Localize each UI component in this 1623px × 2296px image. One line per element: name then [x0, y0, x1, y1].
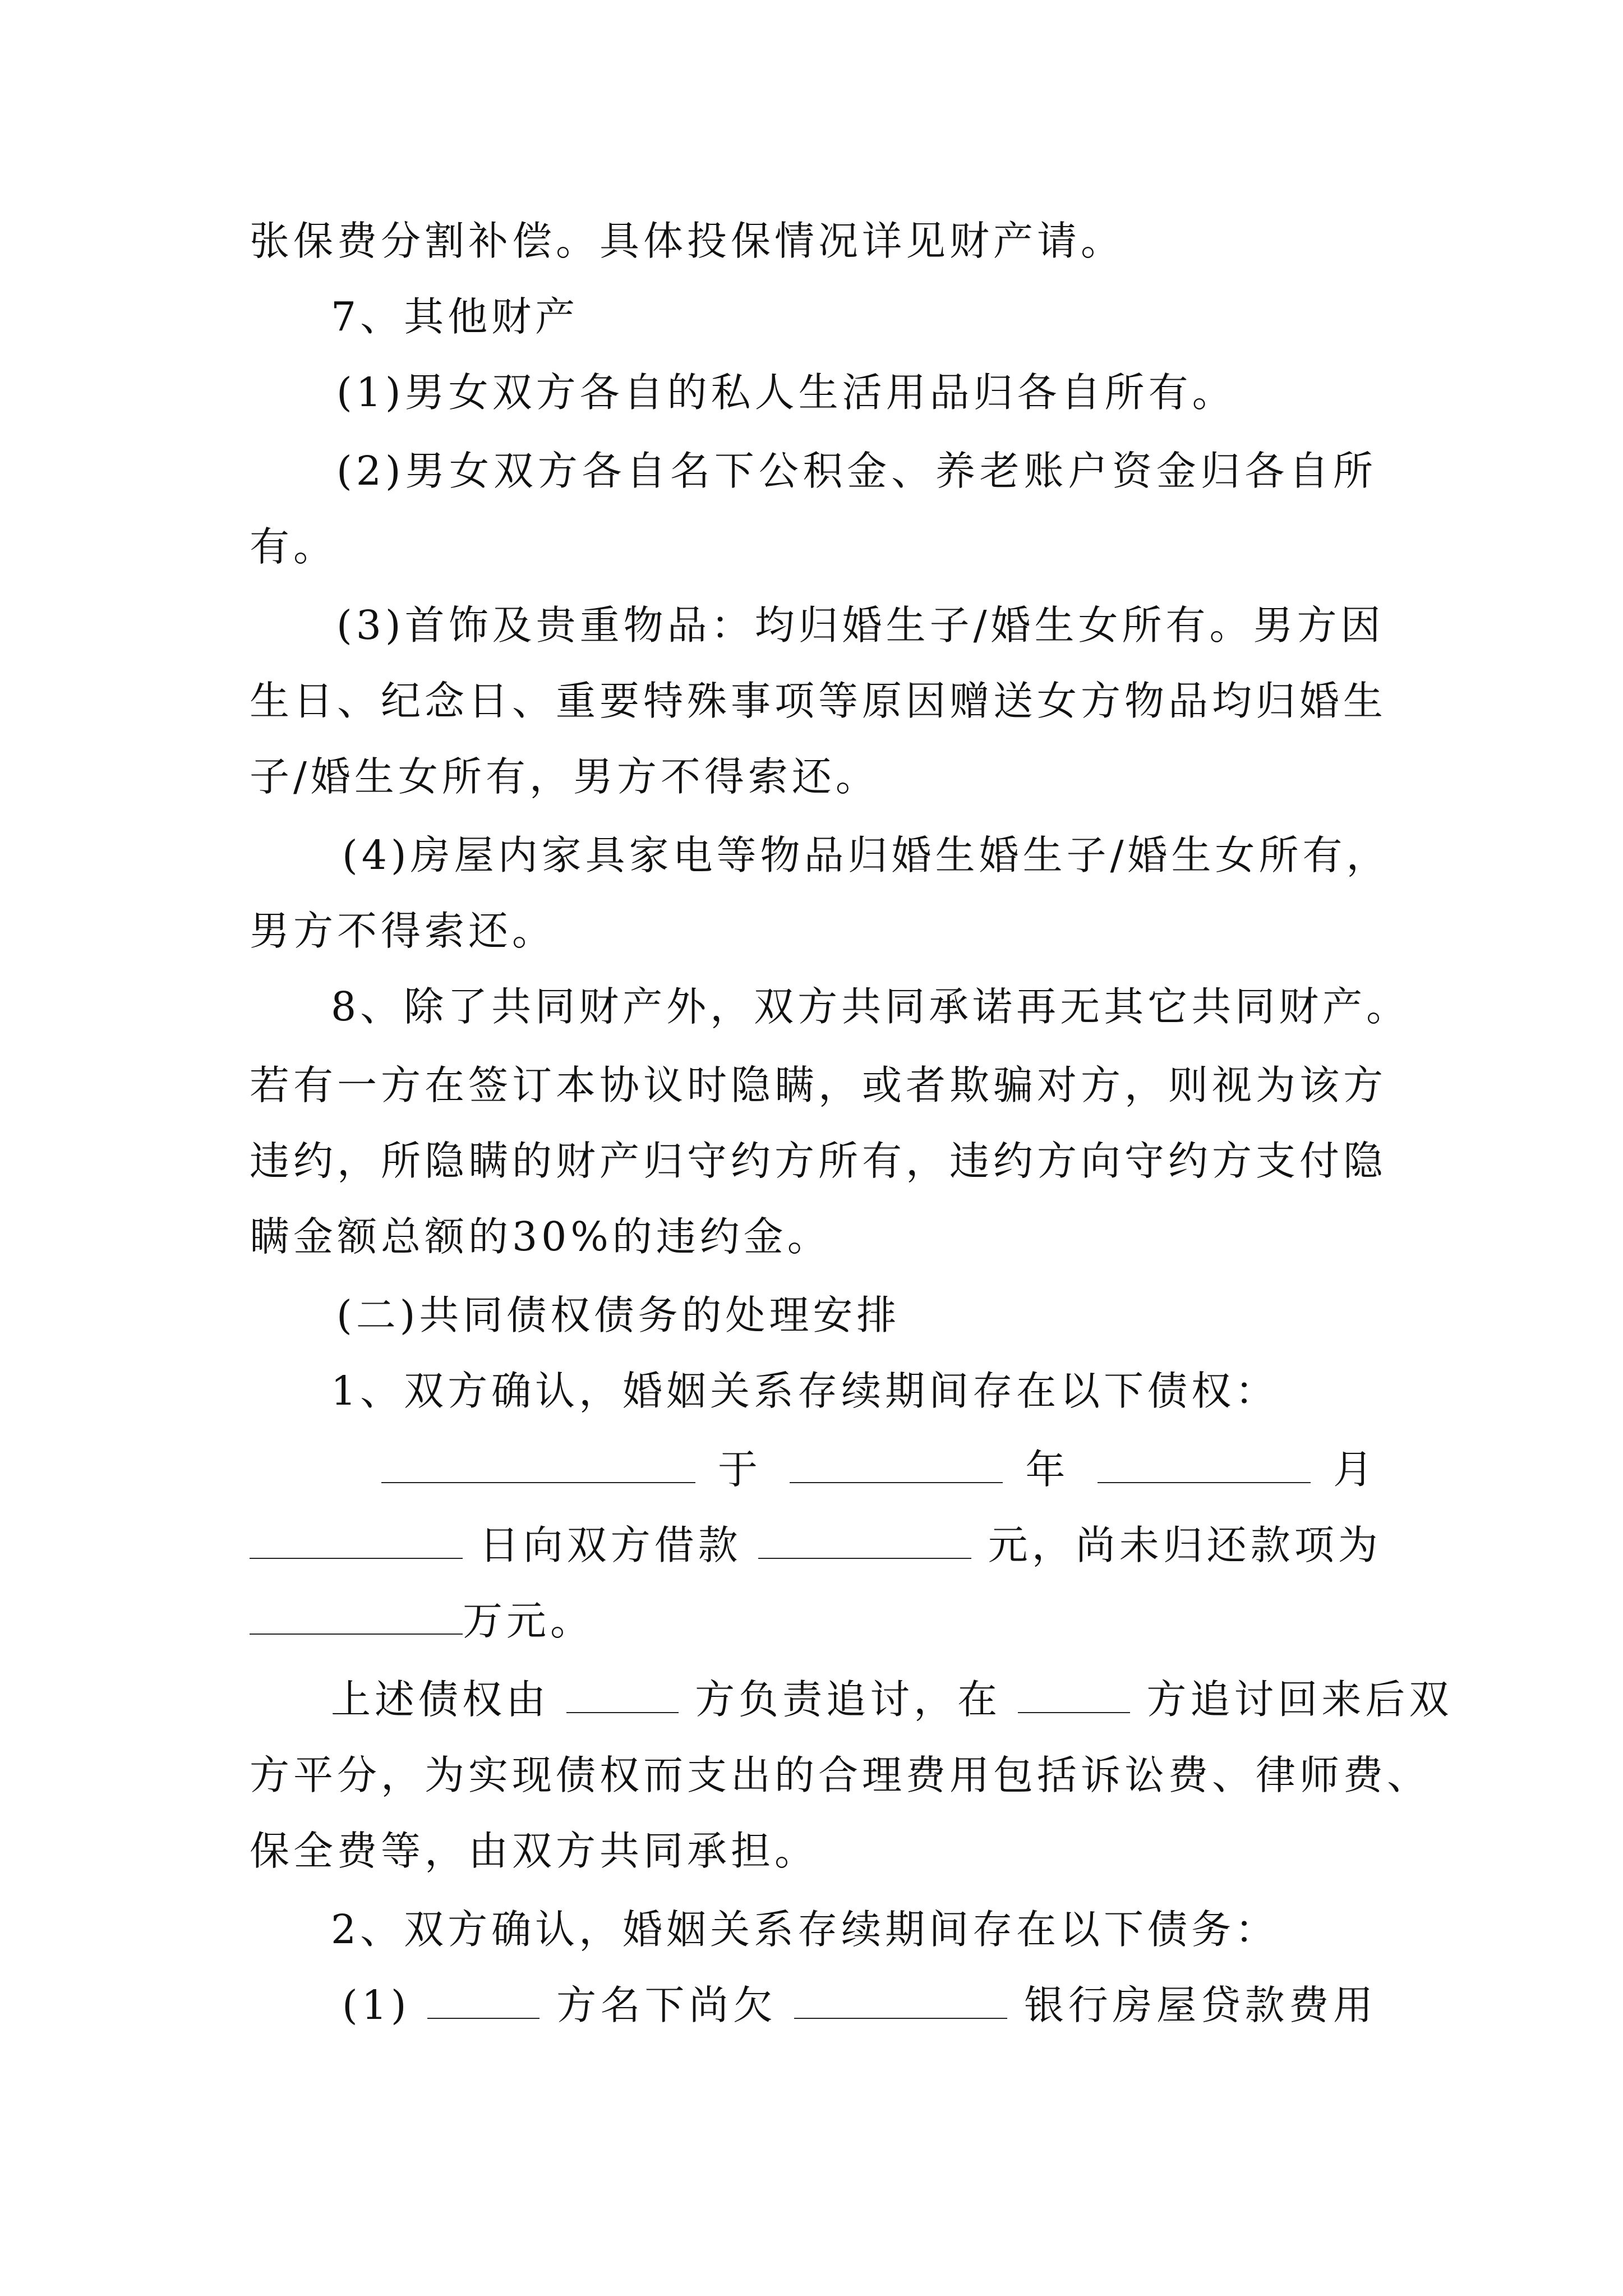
text-line-16: 1、双方确认，婚姻关系存续期间存在以下债权： [331, 1368, 1279, 1414]
label-yu: 于 [718, 1446, 768, 1493]
collection-line [331, 1672, 1453, 1728]
label-responsible: 方负责追讨，在 [695, 1676, 1002, 1723]
text-line-11: 8、除了共同财产外，双方共同承诺再无其它共同财产。 [331, 983, 1410, 1030]
unpaid-amount-line [250, 1593, 1377, 1649]
text-line-14: 瞒金额总额的30%的违约金。 [250, 1213, 831, 1260]
text-line-7: 生日、纪念日、重要特殊事项等原因赠送女方物品均归婚生 [250, 678, 1387, 724]
debtor-party-blank[interactable] [427, 1983, 540, 2019]
label-owes: 方名下尚欠 [556, 1982, 777, 2028]
creditor-name-blank[interactable] [381, 1447, 695, 1483]
label-item-1: (1) [342, 1982, 411, 2028]
unpaid-amount-blank[interactable] [250, 1599, 463, 1635]
text-line-8: 子/婚生女所有，男方不得索还。 [250, 753, 879, 800]
label-bank-loan: 银行房屋贷款费用 [1024, 1982, 1377, 2028]
month-blank[interactable] [1098, 1447, 1311, 1483]
creditor-date-line [381, 1442, 1377, 1498]
label-split: 方追讨回来后双 [1146, 1676, 1453, 1723]
label-wan-yuan: 万元。 [463, 1598, 594, 1644]
text-line-9: (4)房屋内家具家电等物品归婚生婚生子/婚生女所有， [342, 832, 1390, 878]
text-line-22: 保全费等，由双方共同承担。 [250, 1828, 819, 1874]
text-line-1: 张保费分割补偿。具体投保情况详见财产请。 [250, 218, 1125, 264]
text-line-6: (3)首饰及贵重物品：均归婚生子/婚生女所有。男方因 [336, 602, 1385, 648]
text-line-23: 2、双方确认，婚姻关系存续期间存在以下债务： [331, 1906, 1279, 1953]
label-month: 月 [1332, 1446, 1377, 1493]
year-blank[interactable] [790, 1447, 1003, 1483]
bank-name-blank[interactable] [794, 1983, 1007, 2019]
label-borrow: 日向双方借款 [479, 1522, 742, 1568]
label-year: 年 [1025, 1446, 1075, 1493]
debt-line-1 [342, 1977, 1377, 2033]
loan-amount-blank[interactable] [758, 1523, 971, 1559]
collector-party-blank-2[interactable] [1018, 1677, 1130, 1713]
text-line-10: 男方不得索还。 [250, 908, 556, 954]
collector-party-blank[interactable] [566, 1677, 679, 1713]
text-line-3: (1)男女双方各自的私人生活用品归各自所有。 [336, 369, 1236, 416]
text-line-13: 违约，所隐瞒的财产归守约方所有，违约方向守约方支付隐 [250, 1138, 1387, 1184]
text-line-21: 方平分，为实现债权而支出的合理费用包括诉讼费、律师费、 [250, 1752, 1431, 1798]
day-blank[interactable] [250, 1523, 463, 1559]
label-unpaid: 元，尚未归还款项为 [988, 1522, 1382, 1568]
loan-amount-line [250, 1517, 1382, 1573]
label-collected-by: 上述债权由 [331, 1676, 550, 1723]
text-line-5: 有。 [250, 523, 338, 570]
section-heading-other-property: 7、其他财产 [331, 293, 579, 340]
text-line-12: 若有一方在签订本协议时隐瞒，或者欺骗对方，则视为该方 [250, 1062, 1387, 1108]
section-heading-debts: (二)共同债权债务的处理安排 [336, 1292, 901, 1338]
text-line-4: (2)男女双方各自名下公积金、养老账户资金归各自所 [336, 448, 1377, 494]
